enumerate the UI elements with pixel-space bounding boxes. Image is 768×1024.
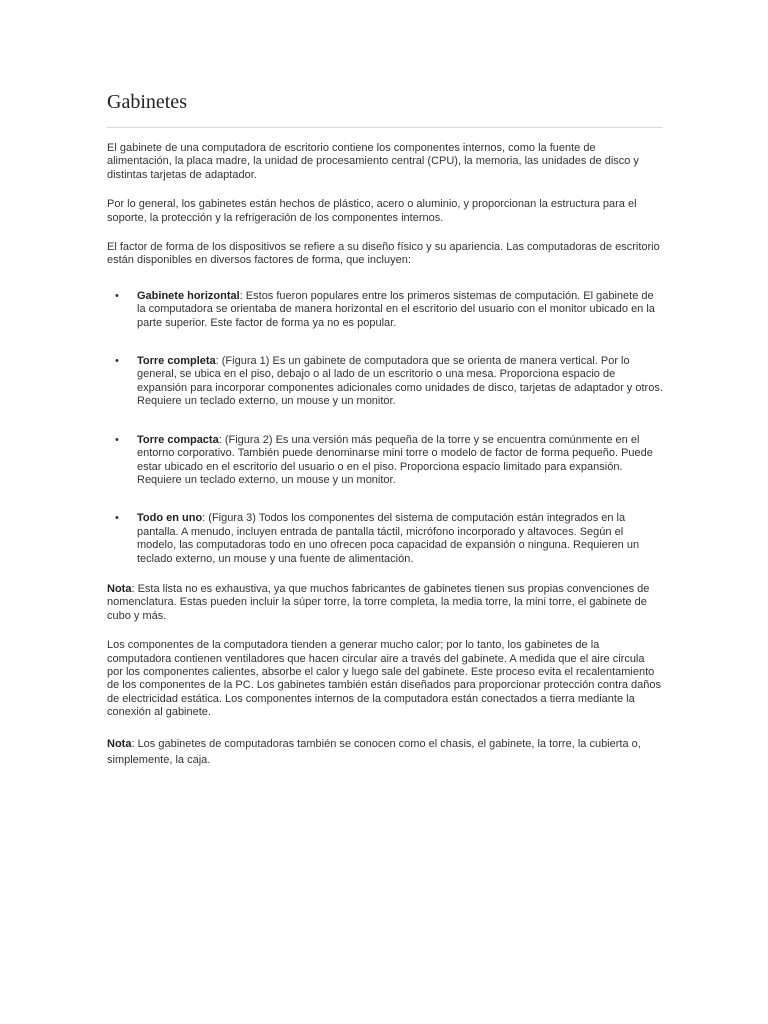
note-text: : Esta lista no es exhaustiva, ya que muchos fabricantes de gabinetes tienen sus propias convenciones de nomenclatura. Estas pueden incluir la súper torre, la torre completa, la media torre, la mini torre, el gabinete de cubo y más. [107,582,650,622]
bullet-icon: • [115,433,119,446]
form-factor-list [107,290,663,566]
form-factor-paragraph: El factor de forma de los dispositivos se refiere a su diseño físico y su apariencia. Las computadoras de escritorio están disponibles en diversos factores de forma, que incluyen: [107,241,660,267]
bullet-icon: • [115,512,119,525]
list-item [107,290,663,330]
list-item [107,512,663,566]
list-item-text: : (Figura 1) Es un gabinete de computadora que se orienta de manera vertical. Por lo general, se ubica en el piso, debajo o al lado de un escritorio o una mesa. Proporciona espacio de expansión para incorporar componentes adicionales como unidades de disco, tarjetas de adaptador y otros. Requiere un teclado externo, un mouse y un monitor. [137,355,663,408]
heat-paragraph: Los componentes de la computadora tienden a generar mucho calor; por lo tanto, los gabinetes de la computadora contienen ventiladores que hacen circular aire a través del gabinete. A medida que el aire circula por los componentes calientes, absorbe el calor y luego sale del gabinete. Este proceso evita el recalentamiento de los componentes de la PC. Los gabinetes también están diseñados para proporcionar protección contra daños de electricidad estática. Los componentes internos de la computadora están conectados a tierra mediante la conexión al gabinete. [107,639,662,719]
note-paragraph [107,583,663,623]
note-label: Nota [107,582,132,595]
bullet-icon: • [115,355,119,368]
page-title: Gabinetes [107,91,187,113]
list-item [107,355,663,409]
bullet-icon: • [115,289,119,302]
list-item-term: Todo en uno [137,512,203,525]
title-divider [107,127,663,128]
note-label: Nota [107,737,132,750]
note-text: : Los gabinetes de computadoras también se conocen como el chasis, el gabinete, la torre, la cubierta o, simplemente, la caja. [107,737,641,766]
materials-paragraph: Por lo general, los gabinetes están hechos de plástico, acero o aluminio, y proporcionan la estructura para el soporte, la protección y la refrigeración de los componentes internos. [107,198,637,224]
list-item-term: Torre compacta [137,433,219,446]
list-item [107,434,663,488]
document-page [107,88,663,768]
list-item-text: : Estos fueron populares entre los primeros sistemas de computación. El gabinete de la computadora se orientaba de manera horizontal en el escritorio del usuario con el monitor ubicado en la parte superior. Este factor de forma ya no es popular. [137,289,655,329]
intro-paragraph: El gabinete de una computadora de escritorio contiene los componentes internos, como la fuente de alimentación, la placa madre, la unidad de procesamiento central (CPU), la memoria, las unidades de disco y distintas tarjetas de adaptador. [107,142,639,181]
list-item-text: : (Figura 2) Es una versión más pequeña de la torre y se encuentra comúnmente en el entorno corporativo. También puede denominarse mini torre o modelo de factor de forma pequeño. Puede estar ubicado en el escritorio del usuario o en el piso. Proporciona espacio limitado para expansión. Requiere un teclado externo, un mouse y un monitor. [137,433,653,486]
list-item-term: Torre completa [137,355,216,368]
list-item-text: : (Figura 3) Todos los componentes del sistema de computación están integrados en la pantalla. A menudo, incluyen entrada de pantalla táctil, micrófono incorporado y altavoces. Según el modelo, las computadoras todo en uno ofrecen poca capacidad de expansión o ninguna. Requieren un teclado externo, un mouse y una fuente de alimentación. [137,512,640,565]
note-paragraph-2 [107,736,663,768]
list-item-term: Gabinete horizontal [137,289,240,302]
